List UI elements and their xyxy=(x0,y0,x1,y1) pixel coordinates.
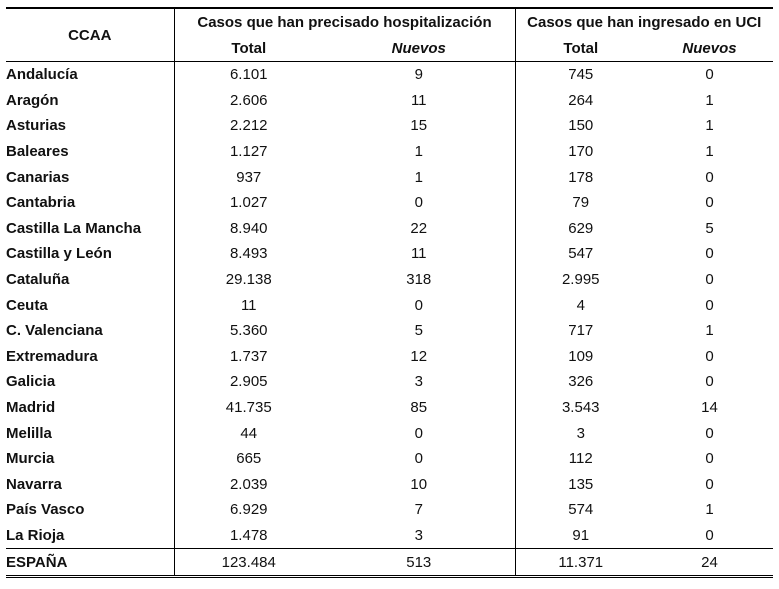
icu-total-cell: 109 xyxy=(515,344,646,370)
hosp-total-cell: 41.735 xyxy=(174,395,323,421)
icu-total-cell: 178 xyxy=(515,164,646,190)
icu-nuevos-cell: 14 xyxy=(701,399,718,417)
table-row xyxy=(6,446,773,472)
hosp-nuevos-cell: 1 xyxy=(414,143,423,161)
icu-nuevos-cell: 1 xyxy=(705,322,714,340)
hosp-nuevos-cell: 11 xyxy=(410,245,427,263)
table-row xyxy=(6,292,773,318)
icu-nuevos-cell: 0 xyxy=(705,245,714,263)
hosp-total-cell: 123.484 xyxy=(174,549,323,577)
hosp-total-cell: 665 xyxy=(174,446,323,472)
header-icu-nuevos: Nuevos xyxy=(646,35,773,62)
icu-total-cell: 745 xyxy=(515,62,646,88)
icu-total-cell: 170 xyxy=(515,139,646,165)
table-row xyxy=(6,164,773,190)
header-ccaa: CCAA xyxy=(6,8,174,62)
icu-total-cell: 11.371 xyxy=(515,549,646,577)
icu-nuevos-cell: 1 xyxy=(705,117,714,135)
hosp-total-cell: 8.940 xyxy=(174,216,323,242)
table-row xyxy=(6,344,773,370)
table-body xyxy=(6,62,773,577)
hosp-total-cell: 2.905 xyxy=(174,369,323,395)
table-row-total xyxy=(6,549,773,577)
hosp-total-cell: 2.212 xyxy=(174,113,323,139)
icu-total-cell: 3 xyxy=(515,420,646,446)
header-hosp-nuevos: Nuevos xyxy=(323,35,515,62)
icu-nuevos-cell: 0 xyxy=(705,347,714,365)
icu-nuevos-cell: 0 xyxy=(705,168,714,186)
icu-total-cell: 547 xyxy=(515,241,646,267)
hosp-nuevos-cell: 0 xyxy=(414,296,423,314)
hosp-total-cell: 937 xyxy=(174,164,323,190)
region-cell: Castilla y León xyxy=(6,245,112,263)
table-row xyxy=(6,88,773,114)
icu-total-cell: 326 xyxy=(515,369,646,395)
hosp-total-cell: 6.101 xyxy=(174,62,323,88)
hosp-total-cell: 2.606 xyxy=(174,88,323,114)
hosp-nuevos-cell: 9 xyxy=(414,66,423,84)
table-row xyxy=(6,216,773,242)
hosp-nuevos-cell: 3 xyxy=(414,373,423,391)
icu-total-cell: 629 xyxy=(515,216,646,242)
icu-total-cell: 574 xyxy=(515,497,646,523)
region-cell: La Rioja xyxy=(6,526,65,544)
icu-nuevos-cell: 0 xyxy=(705,526,714,544)
hosp-nuevos-cell: 15 xyxy=(410,117,428,135)
icu-nuevos-cell: 1 xyxy=(705,501,714,519)
icu-nuevos-cell: 1 xyxy=(705,143,714,161)
icu-nuevos-cell: 24 xyxy=(646,549,773,577)
region-cell: Andalucía xyxy=(6,66,78,84)
hosp-nuevos-cell: 12 xyxy=(410,347,428,365)
region-cell: Asturias xyxy=(6,117,67,135)
region-cell: Madrid xyxy=(6,399,56,417)
hosp-nuevos-cell: 5 xyxy=(414,322,423,340)
header-hosp-total: Total xyxy=(174,35,323,62)
table-row xyxy=(6,318,773,344)
hosp-nuevos-cell: 11 xyxy=(410,91,427,109)
icu-nuevos-cell: 0 xyxy=(705,66,714,84)
hosp-total-cell: 5.360 xyxy=(174,318,323,344)
region-cell: C. Valenciana xyxy=(6,322,103,340)
region-cell: Aragón xyxy=(6,91,59,109)
hosp-nuevos-cell: 1 xyxy=(414,168,423,186)
icu-total-cell: 112 xyxy=(515,446,646,472)
table-row xyxy=(6,113,773,139)
region-cell: Galicia xyxy=(6,373,56,391)
hosp-total-cell: 1.127 xyxy=(174,139,323,165)
hospitalization-table xyxy=(6,7,773,578)
table-row xyxy=(6,139,773,165)
icu-total-cell: 79 xyxy=(515,190,646,216)
region-cell: Cataluña xyxy=(6,271,70,289)
icu-total-cell: 264 xyxy=(515,88,646,114)
icu-nuevos-cell: 5 xyxy=(705,219,714,237)
table-row xyxy=(6,190,773,216)
hosp-total-cell: 2.039 xyxy=(174,472,323,498)
icu-total-cell: 150 xyxy=(515,113,646,139)
region-cell: Cantabria xyxy=(6,194,76,212)
icu-nuevos-cell: 1 xyxy=(705,91,714,109)
hosp-total-cell: 44 xyxy=(174,420,323,446)
table-row xyxy=(6,395,773,421)
header-hospitalization-group: Casos que han precisado hospitalización xyxy=(174,8,515,35)
hosp-total-cell: 11 xyxy=(174,292,323,318)
region-cell: ESPAÑA xyxy=(6,549,174,577)
region-cell: Canarias xyxy=(6,168,70,186)
header-icu-total: Total xyxy=(515,35,646,62)
hosp-nuevos-cell: 3 xyxy=(414,526,423,544)
region-cell: Extremadura xyxy=(6,347,98,365)
table-row xyxy=(6,62,773,88)
icu-total-cell: 91 xyxy=(515,523,646,549)
table-row xyxy=(6,420,773,446)
hosp-total-cell: 8.493 xyxy=(174,241,323,267)
icu-nuevos-cell: 0 xyxy=(705,373,714,391)
region-cell: Murcia xyxy=(6,450,55,468)
region-cell: Castilla La Mancha xyxy=(6,219,142,237)
hosp-nuevos-cell: 0 xyxy=(414,450,423,468)
icu-nuevos-cell: 0 xyxy=(705,475,714,493)
hosp-total-cell: 6.929 xyxy=(174,497,323,523)
hosp-total-cell: 1.478 xyxy=(174,523,323,549)
hosp-nuevos-cell: 0 xyxy=(414,194,423,212)
hosp-nuevos-cell: 318 xyxy=(406,271,432,289)
table-row xyxy=(6,497,773,523)
table-row xyxy=(6,241,773,267)
region-cell: Ceuta xyxy=(6,296,48,314)
hosp-total-cell: 29.138 xyxy=(174,267,323,293)
table-row xyxy=(6,523,773,549)
icu-total-cell: 3.543 xyxy=(515,395,646,421)
icu-nuevos-cell: 0 xyxy=(705,194,714,212)
table-row xyxy=(6,369,773,395)
icu-total-cell: 4 xyxy=(515,292,646,318)
hosp-nuevos-cell: 22 xyxy=(410,219,428,237)
hosp-nuevos-cell: 85 xyxy=(410,399,428,417)
region-cell: País Vasco xyxy=(6,501,85,519)
region-cell: Navarra xyxy=(6,475,62,493)
table-row xyxy=(6,267,773,293)
icu-nuevos-cell: 0 xyxy=(705,296,714,314)
icu-nuevos-cell: 0 xyxy=(705,424,714,442)
icu-total-cell: 2.995 xyxy=(515,267,646,293)
hosp-nuevos-cell: 513 xyxy=(323,549,515,577)
hosp-nuevos-cell: 10 xyxy=(410,475,428,493)
table-row xyxy=(6,472,773,498)
header-icu-group: Casos que han ingresado en UCI xyxy=(515,8,773,35)
icu-total-cell: 135 xyxy=(515,472,646,498)
icu-total-cell: 717 xyxy=(515,318,646,344)
region-cell: Melilla xyxy=(6,424,52,442)
hosp-total-cell: 1.027 xyxy=(174,190,323,216)
icu-nuevos-cell: 0 xyxy=(705,271,714,289)
hosp-nuevos-cell: 7 xyxy=(414,501,423,519)
region-cell: Baleares xyxy=(6,143,69,161)
icu-nuevos-cell: 0 xyxy=(705,450,714,468)
hosp-total-cell: 1.737 xyxy=(174,344,323,370)
hosp-nuevos-cell: 0 xyxy=(414,424,423,442)
